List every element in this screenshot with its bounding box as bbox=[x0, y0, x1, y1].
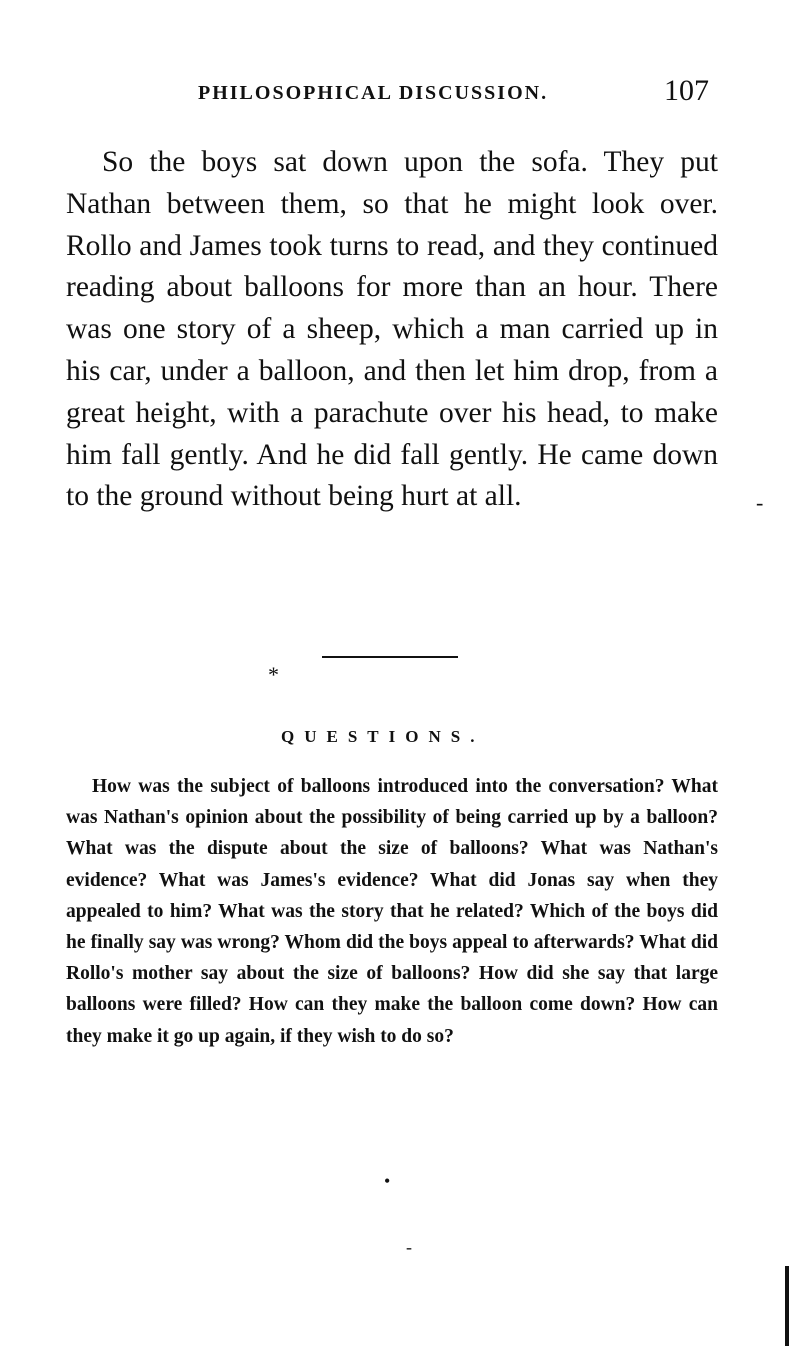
body-paragraph: So the boys sat down upon the sofa. They put Nathan between them, so that he might look over. Rollo and James took turns to read, and they continued reading about balloons for more than an hour. There was one story of a sheep, which a man carried up in his car, under a balloon, and then let him drop, from a great height, with a parachute over his head, to make him fall gently. And he did fall gently. He came down to the ground without being hurt at all. bbox=[66, 146, 718, 513]
running-head: PHILOSOPHICAL DISCUSSION. bbox=[198, 82, 549, 104]
stray-mark: - bbox=[756, 490, 764, 515]
stray-mark: • bbox=[384, 1171, 391, 1191]
page-number: 107 bbox=[664, 74, 709, 107]
questions-paragraph: How was the subject of balloons introduced into the conversation? What was Nathan's opinion about the possibility of being carried up by a balloon? What was the dispute about the size of balloons? What was Nathan's evidence? What was James's evidence? What did Jonas say when they appealed to him? What was the story that he related? Which of the boys did he finally say was wrong? Whom did the boys appeal to afterwards? What did Rollo's mother say about the size of balloons? How did she say that large balloons were filled? How can they make the balloon come down? How can they make it go up again, if they wish to do so? bbox=[66, 776, 718, 1047]
questions-heading: QUESTIONS. bbox=[281, 727, 485, 746]
section-divider bbox=[322, 656, 458, 658]
stray-mark: - bbox=[406, 1237, 412, 1257]
stray-mark: * bbox=[268, 662, 279, 687]
page-edge-mark bbox=[785, 1266, 789, 1346]
